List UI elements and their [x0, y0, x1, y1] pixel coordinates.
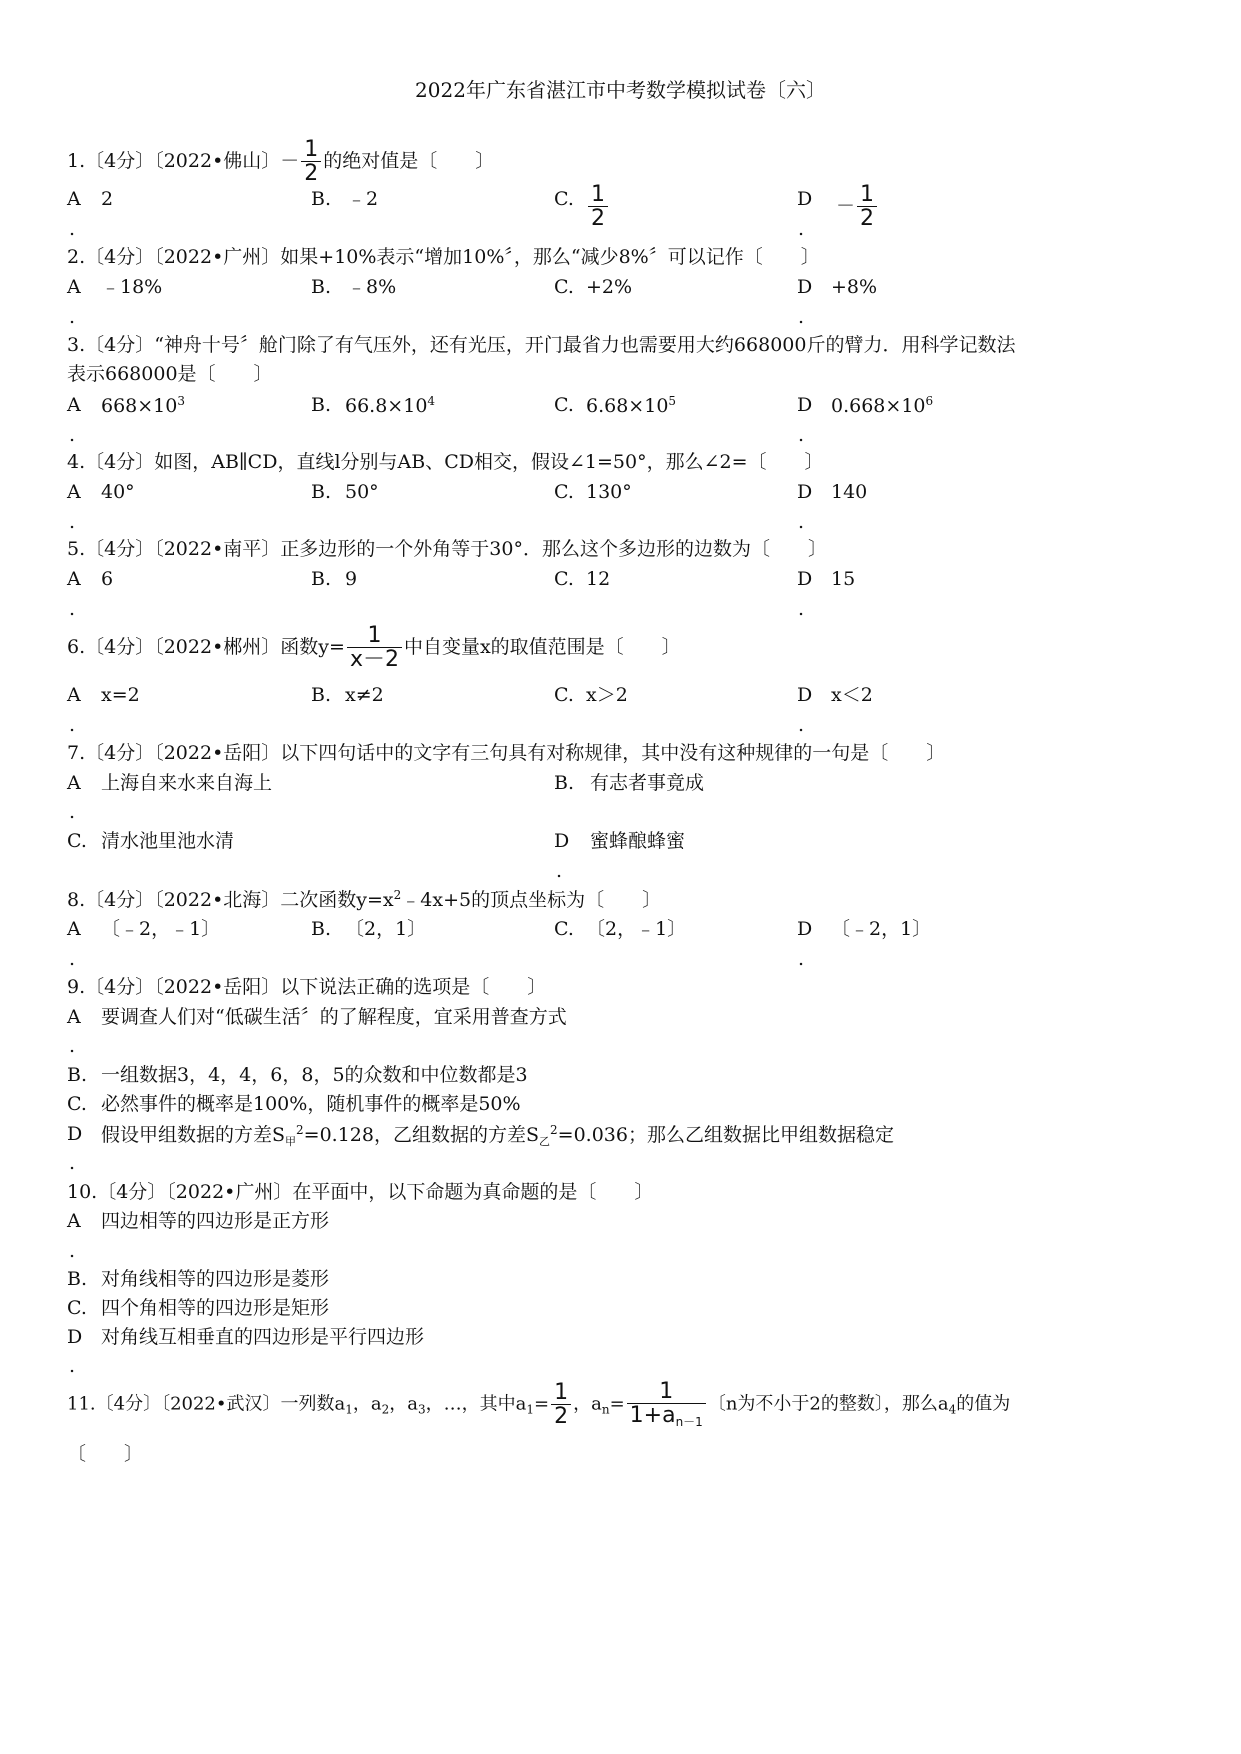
- question-1-stem: 1.〔4分〕〔2022•佛山〕－ $\frac{1}{2}$ 的绝对值是〔 〕: [67, 137, 495, 187]
- q5-option-d-label: D: [797, 568, 813, 590]
- q4-option-a-dot: .: [69, 511, 76, 533]
- q3-option-d: $0.668\times 10^6$: [831, 394, 934, 417]
- q8-option-b: 〔2，1〕: [345, 918, 427, 940]
- q8-option-a-label: A: [67, 918, 81, 940]
- q6-option-b-label: B.: [311, 684, 332, 706]
- q2-option-b-label: B.: [311, 276, 332, 298]
- question-11-stem: 11.〔4分〕〔2022•武汉〕一列数$a_1$，$a_2$，$a_3$，…，其中$a_1=$ $\frac{1}{2}$ ，$a_n=$ $\frac{1}{1+a_{n-1}}$ 〔n为不小于2的整数〕，那么$a_4$的值为: [67, 1379, 1011, 1430]
- q10-option-a: 四边相等的四边形是正方形: [101, 1210, 330, 1232]
- q10-option-c: 四个角相等的四边形是矩形: [101, 1297, 330, 1319]
- q7-option-c-label: C.: [67, 830, 87, 852]
- q1-option-a-dot: .: [69, 218, 76, 240]
- q2-option-c: +2%: [586, 276, 633, 298]
- q9-option-b-label: B.: [67, 1064, 88, 1086]
- q1-option-d-label: D: [797, 188, 813, 210]
- q8-option-c-label: C.: [554, 918, 574, 940]
- q7-option-b: 有志者事竟成: [590, 772, 705, 794]
- question-6-stem: 6.〔4分〕〔2022•郴州〕函数y= $\frac{1}{x-2}$ 中自变量x的取值范围是〔 〕: [67, 623, 681, 673]
- q7-option-a-label: A: [67, 772, 81, 794]
- q7-option-d-dot: .: [556, 860, 563, 882]
- q5-option-d: 15: [831, 568, 856, 590]
- q3-option-c: $6.68\times 10^5$: [586, 394, 677, 417]
- question-8-stem: 8.〔4分〕〔2022•北海〕二次函数$y=x^2﹣4x+5$的顶点坐标为〔 〕: [67, 888, 662, 911]
- q4-option-c-label: C.: [554, 481, 574, 503]
- q2-option-d-label: D: [797, 276, 813, 298]
- q9-option-d-label: D: [67, 1123, 83, 1145]
- q8-option-b-label: B.: [311, 918, 332, 940]
- q7-option-a-dot: .: [69, 801, 76, 823]
- q1-option-d: － $\frac{1}{2}$: [836, 183, 879, 231]
- q4-option-c: 130°: [586, 481, 632, 503]
- q2-option-b: ﹣8%: [347, 276, 397, 298]
- question-9-stem: 9.〔4分〕〔2022•岳阳〕以下说法正确的选项是〔 〕: [67, 976, 547, 998]
- q3-option-b-label: B.: [311, 394, 332, 416]
- q6-option-d-dot: .: [798, 714, 805, 736]
- q11-fraction-a1: $\frac{1}{2}$: [551, 1381, 571, 1429]
- q9-option-a-dot: .: [69, 1035, 76, 1057]
- q6-option-a-dot: .: [69, 714, 76, 736]
- question-10-stem: 10.〔4分〕〔2022•广州〕在平面中，以下命题为真命题的是〔 〕: [67, 1181, 654, 1203]
- q4-option-b-label: B.: [311, 481, 332, 503]
- q3-option-a-label: A: [67, 394, 81, 416]
- question-4-stem: 4.〔4分〕如图，AB∥CD，直线l分别与AB、CD相交，假设∠1=50°，那么∠2=〔 〕: [67, 451, 824, 473]
- q5-option-c-label: C.: [554, 568, 574, 590]
- q1-option-b-label: B.: [311, 188, 332, 210]
- q7-option-d: 蜜蜂酿蜂蜜: [590, 830, 686, 852]
- q9-option-c-label: C.: [67, 1093, 87, 1115]
- q10-option-c-label: C.: [67, 1297, 87, 1319]
- q2-option-a-dot: .: [69, 306, 76, 328]
- question-5-stem: 5.〔4分〕〔2022•南平〕正多边形的一个外角等于30°．那么这个多边形的边数为〔 〕: [67, 538, 827, 560]
- q4-option-a: 40°: [101, 481, 135, 503]
- q8-option-c: 〔2，﹣1〕: [586, 918, 687, 940]
- q9-option-a: 要调查人们对“低碳生活〞的了解程度，宜采用普查方式: [101, 1006, 567, 1028]
- q10-option-b-label: B.: [67, 1268, 88, 1290]
- q7-option-b-label: B.: [554, 772, 575, 794]
- q6-option-d: x＜2: [831, 684, 873, 706]
- q9-option-c: 必然事件的概率是100%，随机事件的概率是50%: [101, 1093, 521, 1115]
- q9-option-b: 一组数据3，4，4，6，8，5的众数和中位数都是3: [101, 1064, 528, 1086]
- q7-option-c: 清水池里池水清: [101, 830, 235, 852]
- q2-option-d-dot: .: [798, 306, 805, 328]
- q4-option-b: 50°: [345, 481, 379, 503]
- q11-answer-paren: 〔 〕: [67, 1443, 144, 1465]
- q6-option-a: x=2: [101, 684, 140, 706]
- q1-option-a: 2: [101, 188, 114, 210]
- q5-option-a-label: A: [67, 568, 81, 590]
- q3-option-a: $668\times 10^3$: [101, 394, 186, 417]
- q8-option-d: 〔﹣2，1〕: [831, 918, 932, 940]
- q5-option-d-dot: .: [798, 598, 805, 620]
- q6-option-c-label: C.: [554, 684, 574, 706]
- q3-option-d-dot: .: [798, 424, 805, 446]
- question-2-stem: 2.〔4分〕〔2022•广州〕如果+10%表示“增加10%〞，那么“减少8%〞可以记作〔 〕: [67, 246, 820, 268]
- q2-option-a-label: A: [67, 276, 81, 298]
- q4-option-d-label: D: [797, 481, 813, 503]
- q1-fraction: $\frac{1}{2}$: [301, 138, 321, 186]
- q4-option-a-label: A: [67, 481, 81, 503]
- q2-option-d: +8%: [831, 276, 878, 298]
- q1-option-a-label: A: [67, 188, 81, 210]
- q1-option-c-label: C.: [554, 188, 574, 210]
- q6-fraction: $\frac{1}{x-2}$: [347, 624, 402, 672]
- q5-option-b: 9: [345, 568, 358, 590]
- q9-option-d: 假设甲组数据的方差$S_甲^2=0.128$，乙组数据的方差$S_乙^2=0.036$；那么乙组数据比甲组数据稳定: [101, 1123, 894, 1148]
- q10-option-a-label: A: [67, 1210, 81, 1232]
- question-7-stem: 7.〔4分〕〔2022•岳阳〕以下四句话中的文字有三句具有对称规律，其中没有这种规律的一句是〔 〕: [67, 742, 946, 764]
- q10-option-b: 对角线相等的四边形是菱形: [101, 1268, 330, 1290]
- q4-option-d-dot: .: [798, 511, 805, 533]
- q6-option-c: x＞2: [586, 684, 628, 706]
- q3-option-c-label: C.: [554, 394, 574, 416]
- q3-option-b: $66.8\times 10^4$: [345, 394, 436, 417]
- page-title: 2022年广东省湛江市中考数学模拟试卷〔六〕: [415, 78, 826, 102]
- q8-option-a: 〔﹣2，﹣1〕: [101, 918, 221, 940]
- q7-option-d-label: D: [554, 830, 570, 852]
- q6-option-b: x≠2: [345, 684, 384, 706]
- q1-option-d-dot: .: [798, 218, 805, 240]
- q8-option-a-dot: .: [69, 948, 76, 970]
- q4-option-d: 140: [831, 481, 868, 503]
- q10-option-d-label: D: [67, 1326, 83, 1348]
- q7-option-a: 上海自来水来自海上: [101, 772, 273, 794]
- q10-option-d: 对角线互相垂直的四边形是平行四边形: [101, 1326, 425, 1348]
- question-3-stem-line1: 3.〔4分〕“神舟十号〞舱门除了有气压外，还有光压，开门最省力也需要用大约668000斤的臂力．用科学记数法: [67, 334, 1016, 356]
- q1-option-c: $\frac{1}{2}$: [586, 183, 610, 231]
- q11-fraction-an: $\frac{1}{1+a_{n-1}}$: [627, 1380, 706, 1429]
- q10-option-d-dot: .: [69, 1355, 76, 1377]
- q2-option-a: ﹣18%: [101, 276, 163, 298]
- question-3-stem-line2: 表示668000是〔 〕: [67, 363, 273, 385]
- q6-option-a-label: A: [67, 684, 81, 706]
- q2-option-c-label: C.: [554, 276, 574, 298]
- q5-option-a-dot: .: [69, 598, 76, 620]
- q10-option-a-dot: .: [69, 1240, 76, 1262]
- q3-option-d-label: D: [797, 394, 813, 416]
- q5-option-b-label: B.: [311, 568, 332, 590]
- q6-option-d-label: D: [797, 684, 813, 706]
- q9-option-a-label: A: [67, 1006, 81, 1028]
- q1-option-b: ﹣2: [347, 188, 379, 210]
- q5-option-c: 12: [586, 568, 611, 590]
- q9-option-d-dot: .: [69, 1152, 76, 1174]
- q5-option-a: 6: [101, 568, 114, 590]
- q8-option-d-label: D: [797, 918, 813, 940]
- q3-option-a-dot: .: [69, 424, 76, 446]
- q8-option-d-dot: .: [798, 948, 805, 970]
